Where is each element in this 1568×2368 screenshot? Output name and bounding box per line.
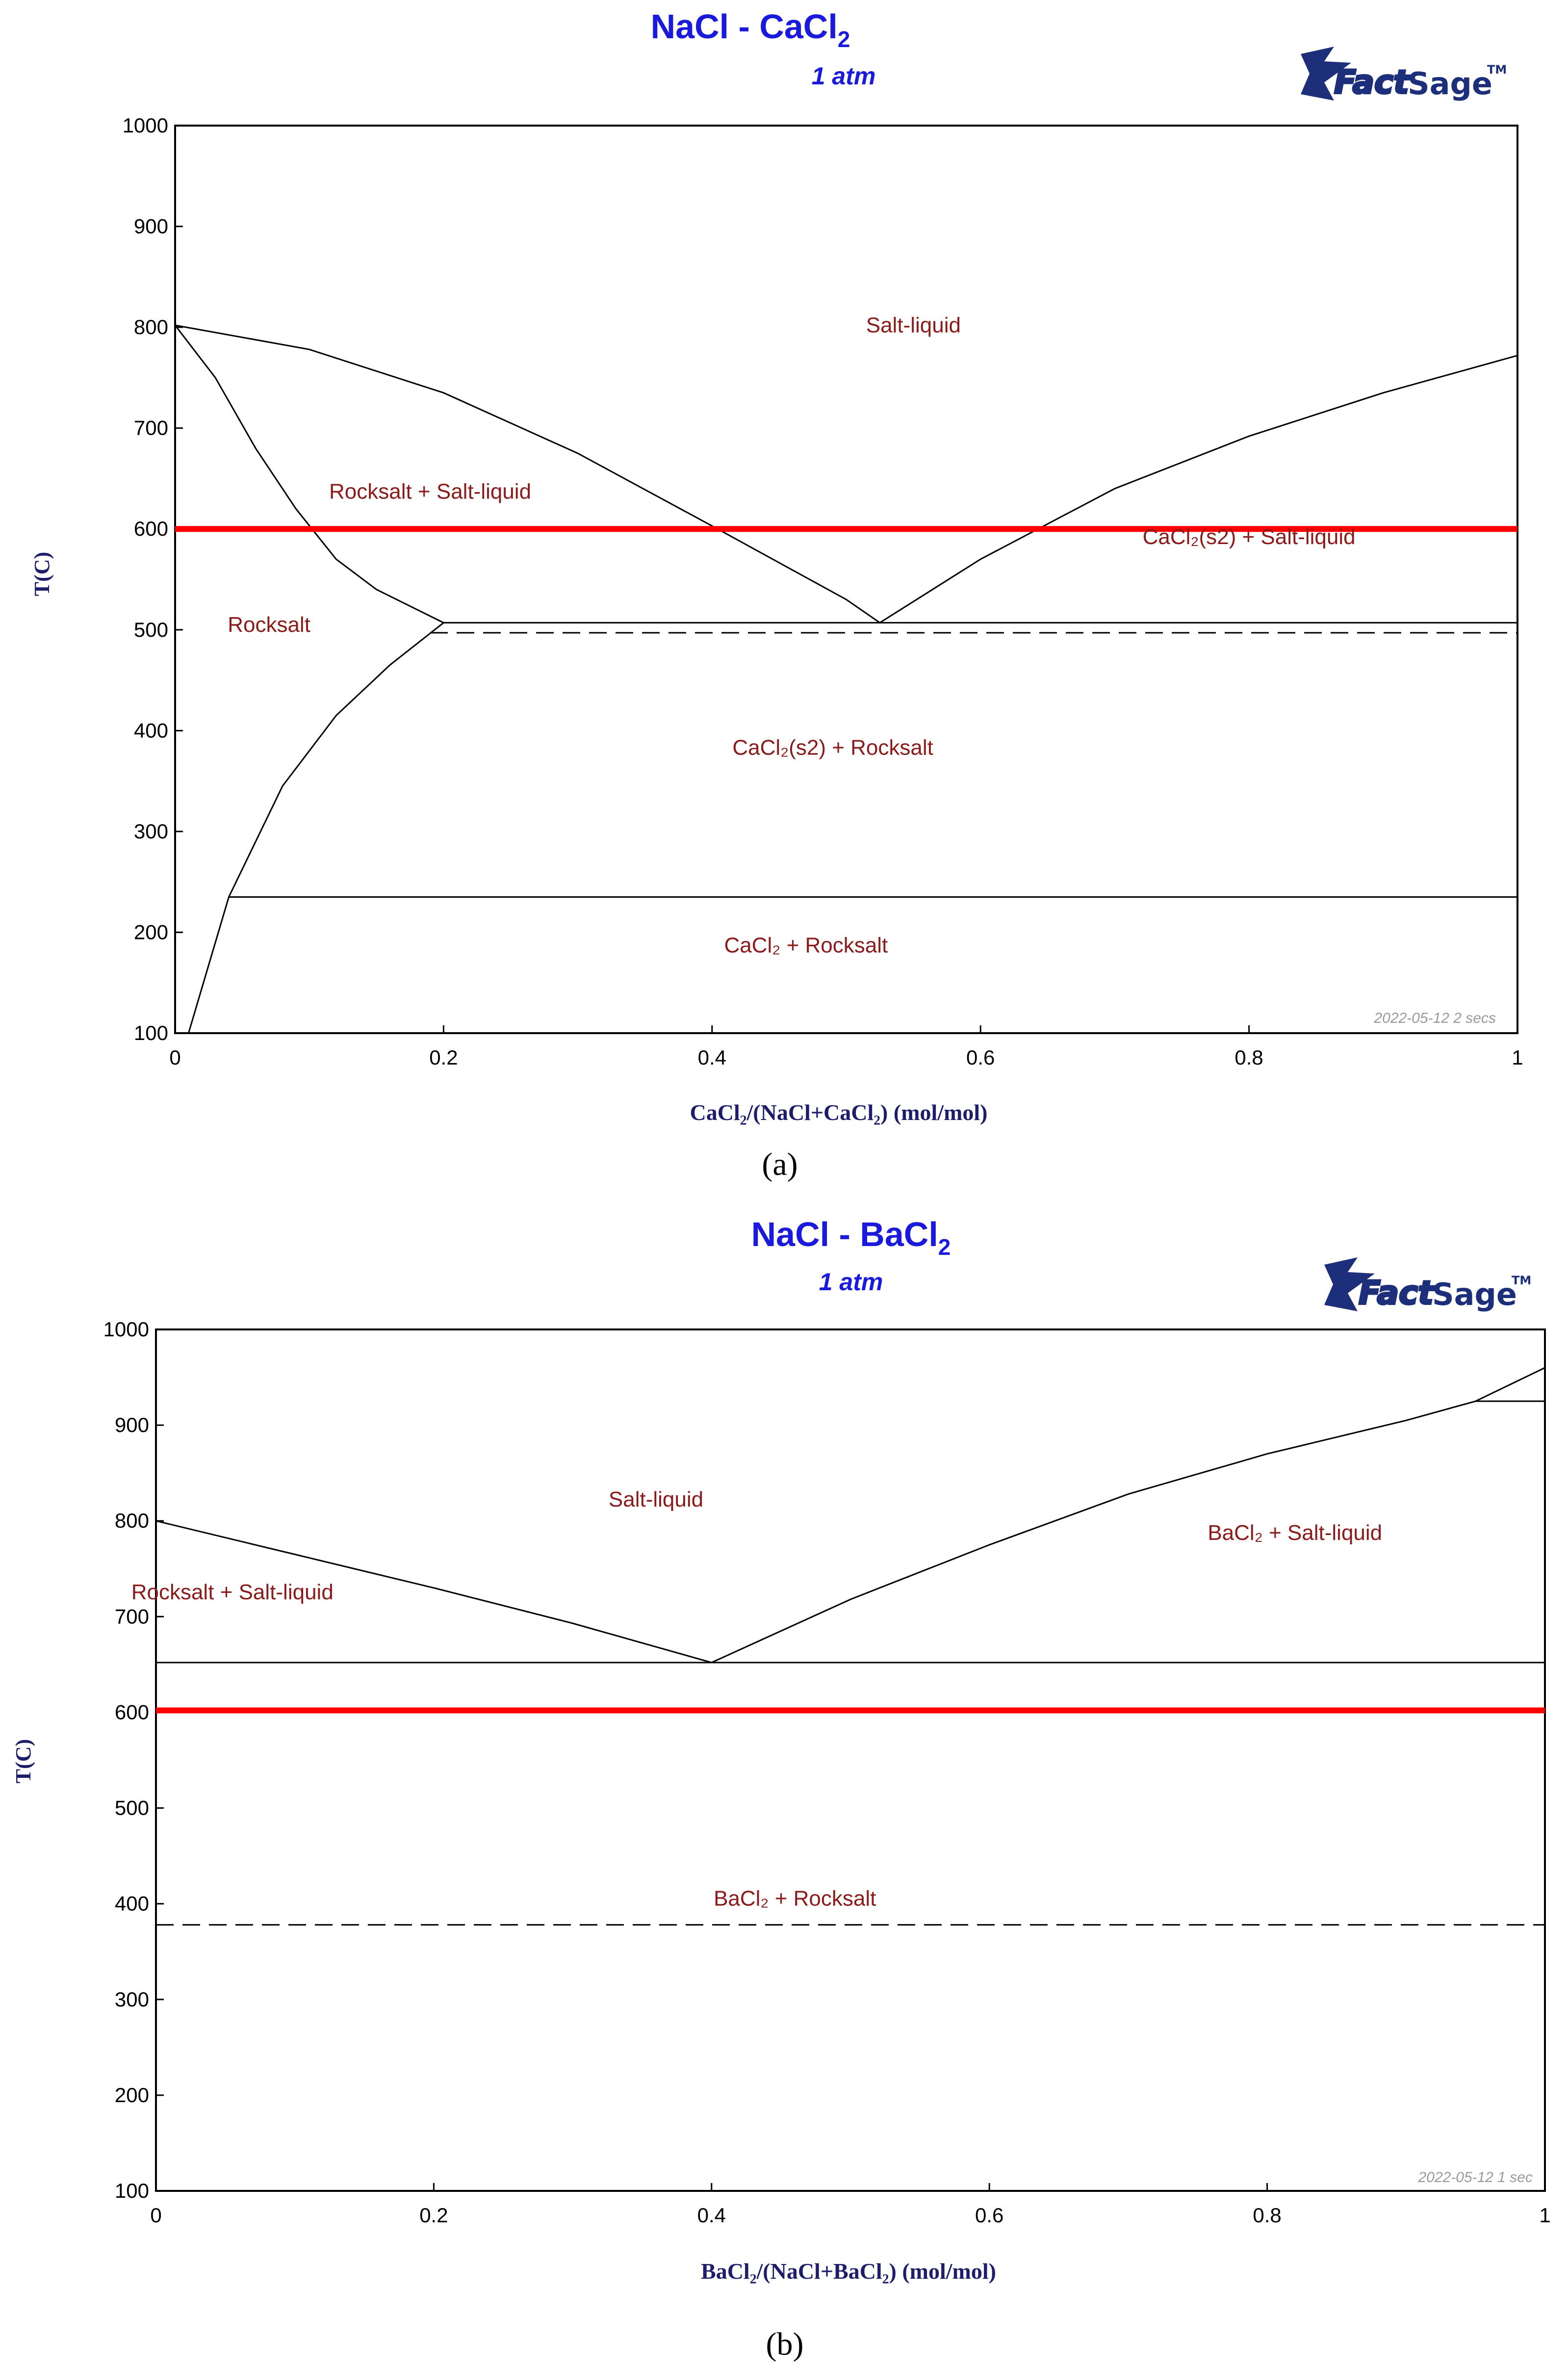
factsage-logo <box>1324 1257 1531 1312</box>
y-tick-label: 200 <box>114 2083 149 2107</box>
phase-boundary-line <box>880 356 1517 623</box>
y-tick-label: 400 <box>133 719 168 742</box>
region-label: Rocksalt + Salt-liquid <box>329 479 532 504</box>
region-label: BaCl₂ + Salt-liquid <box>1208 1521 1383 1545</box>
y-tick-label: 1000 <box>122 114 168 137</box>
x-tick-label: 0.2 <box>419 2204 448 2227</box>
y-tick-label: 500 <box>114 1796 149 1820</box>
region-label: CaCl₂ + Rocksalt <box>724 933 888 958</box>
svg-text:Sage: Sage <box>1408 66 1492 102</box>
y-tick-label: 700 <box>133 416 168 440</box>
x-tick-label: 0.8 <box>1253 2204 1282 2227</box>
svg-text:TM: TM <box>1487 63 1507 77</box>
timestamp: 2022-05-12 2 secs <box>1374 1010 1496 1026</box>
x-tick-label: 1 <box>1512 1046 1523 1069</box>
y-tick-label: 900 <box>133 214 168 238</box>
y-tick-label: 1000 <box>103 1318 149 1341</box>
x-tick-label: 0.6 <box>966 1046 995 1069</box>
y-tick-label: 900 <box>114 1413 149 1437</box>
region-label: Salt-liquid <box>608 1487 704 1511</box>
y-tick-label: 800 <box>133 315 168 339</box>
region-label: BaCl₂ + Rocksalt <box>714 1886 876 1911</box>
caption-b: (b) <box>766 2326 804 2362</box>
y-tick-label: 600 <box>114 1700 149 1724</box>
x-tick-label: 0.4 <box>697 1046 726 1069</box>
y-tick-label: 800 <box>114 1509 149 1533</box>
x-axis-ticks <box>169 1025 1523 1069</box>
svg-text:Fact: Fact <box>1359 1274 1434 1312</box>
timestamp: 2022-05-12 1 sec <box>1418 2169 1533 2186</box>
panel-b <box>11 1215 1551 2362</box>
y-tick-label: 600 <box>133 517 168 541</box>
y-tick-label: 500 <box>133 618 168 641</box>
y-axis-ticks <box>103 1318 164 2202</box>
y-axis-title: T(C) <box>11 1739 35 1784</box>
y-tick-label: 100 <box>133 1021 168 1044</box>
x-tick-label: 1 <box>1539 2204 1551 2227</box>
caption-a: (a) <box>762 1146 798 1182</box>
x-tick-label: 0.2 <box>429 1046 458 1069</box>
svg-text:Sage: Sage <box>1432 1276 1517 1312</box>
y-tick-label: 300 <box>133 819 168 843</box>
factsage-logo <box>1301 47 1507 102</box>
phase-boundary-line <box>188 623 443 1033</box>
region-label: CaCl₂(s2) + Salt-liquid <box>1142 525 1356 549</box>
plot-frame <box>156 1329 1545 2191</box>
y-axis-ticks <box>123 114 183 1044</box>
phase-boundary-line <box>175 325 443 623</box>
x-tick-label: 0.6 <box>975 2204 1004 2227</box>
region-labels <box>131 1487 1382 1911</box>
x-tick-label: 0 <box>169 1046 181 1069</box>
chart-title: NaCl - CaCl$_2$ <box>650 7 850 52</box>
chart-subtitle: 1 atm <box>819 1268 883 1296</box>
region-label: Salt-liquid <box>866 313 961 338</box>
y-tick-label: 400 <box>114 1892 149 1915</box>
region-label: Rocksalt <box>228 612 310 637</box>
x-axis-ticks <box>150 2183 1550 2227</box>
phase-boundaries <box>156 1368 1545 1925</box>
x-axis-title: BaCl₂/(NaCl+BaCl₂) (mol/mol) <box>701 2259 996 2284</box>
x-tick-label: 0.4 <box>697 2204 726 2227</box>
region-label: Rocksalt + Salt-liquid <box>131 1580 334 1605</box>
y-axis-title: T(C) <box>30 551 54 597</box>
y-tick-label: 100 <box>114 2179 149 2202</box>
chart-title: NaCl - BaCl$_2$ <box>751 1215 951 1260</box>
y-tick-label: 700 <box>114 1605 149 1628</box>
x-axis-title: CaCl₂/(NaCl+CaCl₂) (mol/mol) <box>690 1100 988 1125</box>
svg-text:Fact: Fact <box>1334 63 1409 101</box>
x-tick-label: 0 <box>150 2204 162 2227</box>
region-labels <box>228 313 1355 957</box>
phase-boundary-line <box>175 325 880 623</box>
region-label: CaCl₂(s2) + Rocksalt <box>732 735 933 760</box>
y-tick-label: 300 <box>114 1987 149 2011</box>
chart-subtitle: 1 atm <box>811 62 876 90</box>
phase-boundaries <box>175 325 1517 1033</box>
x-tick-label: 0.8 <box>1234 1046 1263 1069</box>
svg-text:TM: TM <box>1512 1274 1532 1287</box>
panel-a <box>30 7 1523 1182</box>
phase-boundary-line <box>1475 1368 1545 1401</box>
y-tick-label: 200 <box>133 920 168 944</box>
